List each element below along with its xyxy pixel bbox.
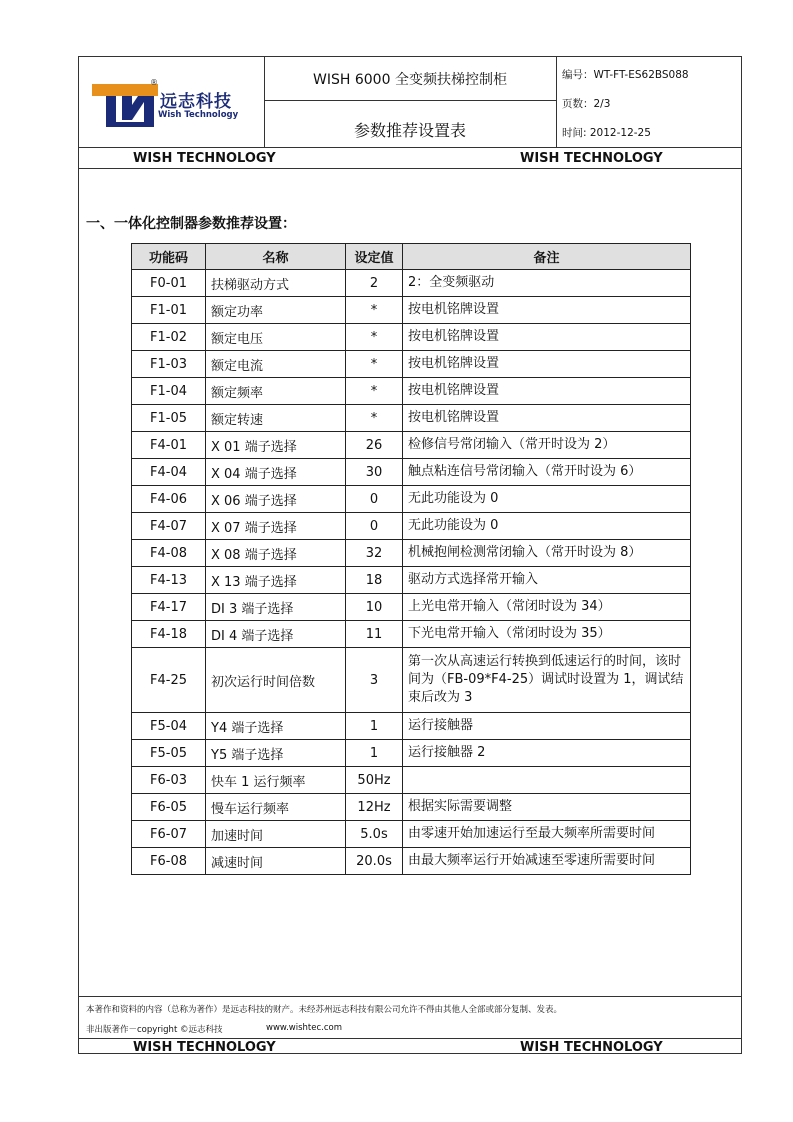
cell-code: F4-13 <box>132 567 206 594</box>
cell-code: F4-01 <box>132 432 206 459</box>
cell-note: 机械抱闸检测常闭输入（常开时设为 8） <box>403 540 691 567</box>
cell-value: * <box>346 297 403 324</box>
cell-name: DI 3 端子选择 <box>206 594 346 621</box>
header-divider <box>264 56 265 148</box>
cell-note: 第一次从高速运行转换到低速运行的时间，该时间为（FB-09*F4-25）调试时设置为 1，调试结束后改为 3 <box>403 648 691 713</box>
column-header-name: 名称 <box>206 244 346 270</box>
table-row <box>132 513 691 540</box>
bottom-banner <box>78 1039 742 1057</box>
table-row <box>132 621 691 648</box>
cell-note: 检修信号常闭输入（常开时设为 2） <box>403 432 691 459</box>
banner-left-text: WISH TECHNOLOGY <box>133 151 276 166</box>
table-header-row <box>132 244 691 270</box>
table-row <box>132 713 691 740</box>
table-row <box>132 405 691 432</box>
cell-value: 20.0s <box>346 848 403 875</box>
banner-left-text: WISH TECHNOLOGY <box>133 1040 276 1055</box>
column-header-note: 备注 <box>403 244 691 270</box>
cell-value: * <box>346 378 403 405</box>
cell-note: 运行接触器 2 <box>403 740 691 767</box>
cell-code: F1-03 <box>132 351 206 378</box>
cell-code: F6-05 <box>132 794 206 821</box>
cell-note: 无此功能设为 0 <box>403 486 691 513</box>
cell-code: F6-08 <box>132 848 206 875</box>
cell-name: 额定电压 <box>206 324 346 351</box>
top-banner <box>78 150 742 168</box>
cell-name: Y5 端子选择 <box>206 740 346 767</box>
cell-name: X 08 端子选择 <box>206 540 346 567</box>
cell-code: F6-07 <box>132 821 206 848</box>
cell-value: * <box>346 405 403 432</box>
cell-name: 慢车运行频率 <box>206 794 346 821</box>
page-number: 页数：2/3 <box>562 98 611 110</box>
cell-code: F1-04 <box>132 378 206 405</box>
cell-note: 由零速开始加速运行至最大频率所需要时间 <box>403 821 691 848</box>
table-row <box>132 740 691 767</box>
section-title: 一、一体化控制器参数推荐设置： <box>86 216 296 232</box>
cell-value: 11 <box>346 621 403 648</box>
cell-code: F4-08 <box>132 540 206 567</box>
cell-value: 0 <box>346 486 403 513</box>
cell-note: 运行接触器 <box>403 713 691 740</box>
cell-name: X 01 端子选择 <box>206 432 346 459</box>
document-date: 时间: 2012-12-25 <box>562 127 651 139</box>
document-title: WISH 6000 全变频扶梯控制柜 <box>313 72 507 88</box>
cell-value: 18 <box>346 567 403 594</box>
cell-name: X 07 端子选择 <box>206 513 346 540</box>
banner-right-text: WISH TECHNOLOGY <box>520 151 663 166</box>
footer-copyright: 本著作和资料的内容（总称为著作）是远志科技的财产。未经苏州远志科技有限公司允许不得由其他人全部或部分复制、发表。 <box>86 1005 563 1015</box>
table-row <box>132 459 691 486</box>
cell-note: 2：全变频驱动 <box>403 270 691 297</box>
table-row <box>132 767 691 794</box>
cell-name: 快车 1 运行频率 <box>206 767 346 794</box>
banner-right-text: WISH TECHNOLOGY <box>520 1040 663 1055</box>
header-divider <box>78 147 742 148</box>
cell-name: X 13 端子选择 <box>206 567 346 594</box>
cell-note: 按电机铭牌设置 <box>403 324 691 351</box>
cell-name: 额定频率 <box>206 378 346 405</box>
cell-value: 3 <box>346 648 403 713</box>
cell-code: F6-03 <box>132 767 206 794</box>
cell-name: 加速时间 <box>206 821 346 848</box>
column-header-value: 设定值 <box>346 244 403 270</box>
cell-value: 10 <box>346 594 403 621</box>
cell-code: F4-07 <box>132 513 206 540</box>
cell-value: * <box>346 324 403 351</box>
cell-code: F4-18 <box>132 621 206 648</box>
cell-code: F5-05 <box>132 740 206 767</box>
cell-note: 按电机铭牌设置 <box>403 378 691 405</box>
parameter-rows <box>132 270 691 875</box>
cell-value: 26 <box>346 432 403 459</box>
header-divider <box>264 100 556 101</box>
cell-note: 下光电常开输入（常闭时设为 35） <box>403 621 691 648</box>
table-row <box>132 486 691 513</box>
cell-name: 扶梯驱动方式 <box>206 270 346 297</box>
cell-value: 32 <box>346 540 403 567</box>
cell-code: F4-06 <box>132 486 206 513</box>
table-row <box>132 270 691 297</box>
cell-note: 无此功能设为 0 <box>403 513 691 540</box>
cell-name: 减速时间 <box>206 848 346 875</box>
logo-cn-name: 远志科技 <box>160 92 232 112</box>
cell-name: 初次运行时间倍数 <box>206 648 346 713</box>
cell-note: 按电机铭牌设置 <box>403 351 691 378</box>
footer-website[interactable]: www.wishtec.com <box>266 1023 342 1033</box>
document-number: 编号：WT-FT-ES62BS088 <box>562 69 689 81</box>
cell-name: 额定转速 <box>206 405 346 432</box>
table-row <box>132 794 691 821</box>
cell-code: F1-02 <box>132 324 206 351</box>
cell-note: 按电机铭牌设置 <box>403 405 691 432</box>
cell-name: X 04 端子选择 <box>206 459 346 486</box>
cell-value: 5.0s <box>346 821 403 848</box>
cell-code: F4-04 <box>132 459 206 486</box>
banner-divider <box>78 168 742 169</box>
cell-name: 额定电流 <box>206 351 346 378</box>
footer-divider <box>78 996 742 997</box>
cell-name: DI 4 端子选择 <box>206 621 346 648</box>
cell-code: F1-05 <box>132 405 206 432</box>
logo-en-name: Wish Technology <box>158 110 239 120</box>
cell-value: 30 <box>346 459 403 486</box>
cell-note <box>403 767 691 794</box>
cell-value: 50Hz <box>346 767 403 794</box>
cell-value: 12Hz <box>346 794 403 821</box>
cell-name: X 06 端子选择 <box>206 486 346 513</box>
column-header-code: 功能码 <box>132 244 206 270</box>
cell-value: 2 <box>346 270 403 297</box>
cell-code: F0-01 <box>132 270 206 297</box>
table-row <box>132 351 691 378</box>
cell-note: 按电机铭牌设置 <box>403 297 691 324</box>
cell-value: 0 <box>346 513 403 540</box>
cell-note: 由最大频率运行开始减速至零速所需要时间 <box>403 848 691 875</box>
cell-name: 额定功率 <box>206 297 346 324</box>
cell-code: F4-25 <box>132 648 206 713</box>
cell-value: * <box>346 351 403 378</box>
cell-code: F4-17 <box>132 594 206 621</box>
table-row <box>132 378 691 405</box>
header-divider <box>556 56 557 148</box>
table-row <box>132 594 691 621</box>
cell-note: 根据实际需要调整 <box>403 794 691 821</box>
table-row <box>132 324 691 351</box>
cell-note: 触点粘连信号常闭输入（常开时设为 6） <box>403 459 691 486</box>
cell-note: 上光电常开输入（常闭时设为 34） <box>403 594 691 621</box>
table-row <box>132 648 691 713</box>
table-row <box>132 432 691 459</box>
table-row <box>132 540 691 567</box>
cell-value: 1 <box>346 713 403 740</box>
table-row <box>132 848 691 875</box>
table-row <box>132 567 691 594</box>
document-header <box>78 56 742 148</box>
footer-notice: 非出版著作－copyright ©远志科技 <box>86 1025 223 1035</box>
registered-mark: ® <box>150 78 158 87</box>
table-row <box>132 821 691 848</box>
cell-name: Y4 端子选择 <box>206 713 346 740</box>
parameter-table <box>131 243 691 875</box>
cell-code: F1-01 <box>132 297 206 324</box>
cell-value: 1 <box>346 740 403 767</box>
document-subtitle: 参数推荐设置表 <box>353 121 466 140</box>
cell-code: F5-04 <box>132 713 206 740</box>
table-row <box>132 297 691 324</box>
cell-note: 驱动方式选择常开输入 <box>403 567 691 594</box>
